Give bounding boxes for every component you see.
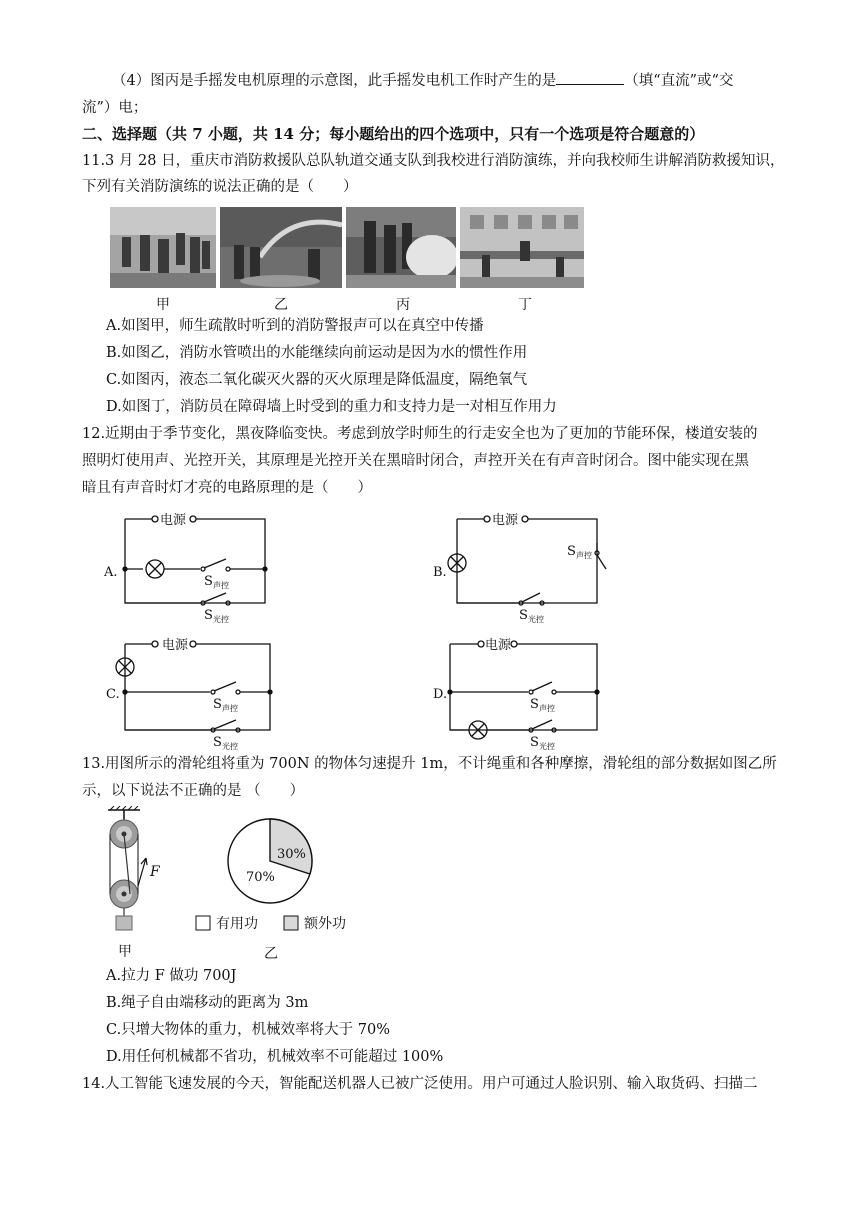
- circuit-c-sound-sub: 声控: [222, 704, 238, 713]
- photo-bing: [346, 207, 456, 288]
- circuit-b-letter[interactable]: B.: [433, 565, 447, 580]
- photo-yi-image: [220, 207, 342, 288]
- force-label: F: [150, 864, 160, 880]
- q13-stem-line1: 13.用图所示的滑轮组将重为 700N 的物体匀速提升 1m，不计绳重和各种摩擦，滑轮组的部分数据如图乙所: [82, 756, 777, 772]
- pie-useful-pct: 70%: [246, 870, 275, 885]
- circuit-c-switch-s: S: [213, 697, 222, 712]
- circuit-a-sound-sub: 声控: [213, 581, 229, 590]
- circuit-d-sound-sub: 声控: [539, 704, 555, 713]
- q14-stem-line1: 14.人工智能飞速发展的今天，智能配送机器人已被广泛使用。用户可通过人脸识别、输入取货码、扫描二: [82, 1076, 758, 1092]
- q11-option-c[interactable]: C.如图丙，液态二氧化碳灭火器的灭火原理是降低温度，隔绝氧气: [106, 372, 528, 388]
- photo-label-jia: 甲: [156, 297, 170, 313]
- q13-stem-line2: 示，以下说法不正确的是 （ ）: [82, 783, 305, 799]
- photo-bing-image: [346, 207, 456, 288]
- q11-stem-line2: 下列有关消防演练的说法正确的是（ ）: [82, 179, 358, 195]
- circuit-a-power-label: 电源: [160, 513, 187, 528]
- pie-chart: [228, 819, 312, 903]
- circuit-d-light-sub: 光控: [539, 742, 555, 750]
- circuit-d-letter[interactable]: D.: [433, 687, 448, 702]
- q11-option-a[interactable]: A.如图甲，师生疏散时听到的消防警报声可以在真空中传播: [106, 318, 484, 334]
- photo-jia-image: [110, 207, 216, 288]
- q10-part4-line1: [112, 70, 733, 91]
- legend-useful-label: 有用功: [216, 916, 258, 932]
- circuit-b-sound-sub: 声控: [576, 551, 592, 560]
- answer-blank[interactable]: [556, 70, 624, 85]
- q12-stem-line3: 暗且有声音时灯才亮的电路原理的是（ ）: [82, 480, 372, 496]
- q13-figures: [100, 806, 370, 966]
- circuit-b-switch-s: S: [567, 544, 576, 559]
- fig-yi-label: 乙: [264, 946, 278, 962]
- legend-extra-label: 额外功: [304, 916, 346, 932]
- q12-stem-line1: 12.近期由于季节变化，黑夜降临变快。考虑到放学时师生的行走安全也为了更加的节能环保，楼道安装的: [82, 426, 758, 442]
- circuit-b-power-label: 电源: [492, 513, 519, 528]
- circuit-c-letter[interactable]: C.: [106, 687, 120, 702]
- photo-label-ding: 丁: [518, 297, 532, 313]
- photo-label-bing: 丙: [396, 297, 410, 313]
- pie-extra-pct: 30%: [277, 847, 306, 862]
- circuit-a-switch-s: S: [204, 574, 213, 589]
- photo-ding: [460, 207, 584, 288]
- pulley-figure: [108, 806, 161, 960]
- circuit-c-power-label: 电源: [162, 638, 189, 653]
- q13-option-d[interactable]: D.用任何机械都不省功，机械效率不可能超过 100%: [106, 1049, 444, 1065]
- circuit-b-light-sub: 光控: [528, 615, 544, 624]
- circuit-a-switch2-s: S: [204, 608, 213, 623]
- q13-option-c[interactable]: C.只增大物体的重力，机械效率将大于 70%: [106, 1022, 391, 1038]
- fig-jia-label: 甲: [118, 944, 132, 960]
- circuit-b: [448, 516, 606, 605]
- q10-part4-suffix: （填“直流”或“交: [624, 73, 734, 89]
- circuit-c-switch2-s: S: [213, 735, 222, 750]
- q13-option-b[interactable]: B.绳子自由端移动的距离为 3m: [106, 995, 309, 1011]
- q12-stem-line2: 照明灯使用声、光控开关，其原理是光控开关在黑暗时闭合，声控开关在有声音时闭合。图中能实现在黑: [82, 453, 749, 469]
- q13-option-a[interactable]: A.拉力 F 做功 700J: [106, 968, 237, 984]
- q11-option-b[interactable]: B.如图乙，消防水管喷出的水能继续向前运动是因为水的惯性作用: [106, 345, 528, 361]
- legend-useful-swatch: [196, 916, 210, 930]
- legend-extra-swatch: [284, 916, 298, 930]
- circuit-c: [116, 641, 270, 732]
- q11-stem-line1: 11.3 月 28 日，重庆市消防救援队总队轨道交通支队到我校进行消防演练，并向我校师生讲解消防救援知识，: [82, 153, 785, 169]
- circuit-a: [125, 516, 265, 605]
- circuit-d-switch-s: S: [530, 697, 539, 712]
- circuit-d-power-label: 电源: [485, 638, 512, 653]
- circuit-a-light-sub: 光控: [213, 615, 229, 624]
- circuit-d: [450, 641, 597, 739]
- photo-yi: [220, 207, 342, 288]
- q10-part4-line2: 流”）电；: [82, 100, 148, 116]
- q11-option-d[interactable]: D.如图丁，消防员在障碍墙上时受到的重力和支持力是一对相互作用力: [106, 399, 557, 415]
- circuit-c-light-sub: 光控: [222, 742, 238, 750]
- pie-legend: [196, 915, 346, 962]
- photo-ding-image: [460, 207, 584, 288]
- photo-jia: [110, 207, 216, 288]
- section-heading: 二、选择题（共 7 小题，共 14 分；每小题给出的四个选项中，只有一个选项是符合题意的）: [82, 125, 705, 143]
- circuit-diagrams: [100, 505, 620, 750]
- q10-part4-prefix: （4）图丙是手摇发电机原理的示意图，此手摇发电机工作时产生的是: [112, 73, 557, 89]
- circuit-b-switch2-s: S: [519, 608, 528, 623]
- circuit-a-letter[interactable]: A.: [104, 565, 118, 580]
- circuit-d-switch2-s: S: [530, 735, 539, 750]
- photo-label-yi: 乙: [274, 297, 288, 313]
